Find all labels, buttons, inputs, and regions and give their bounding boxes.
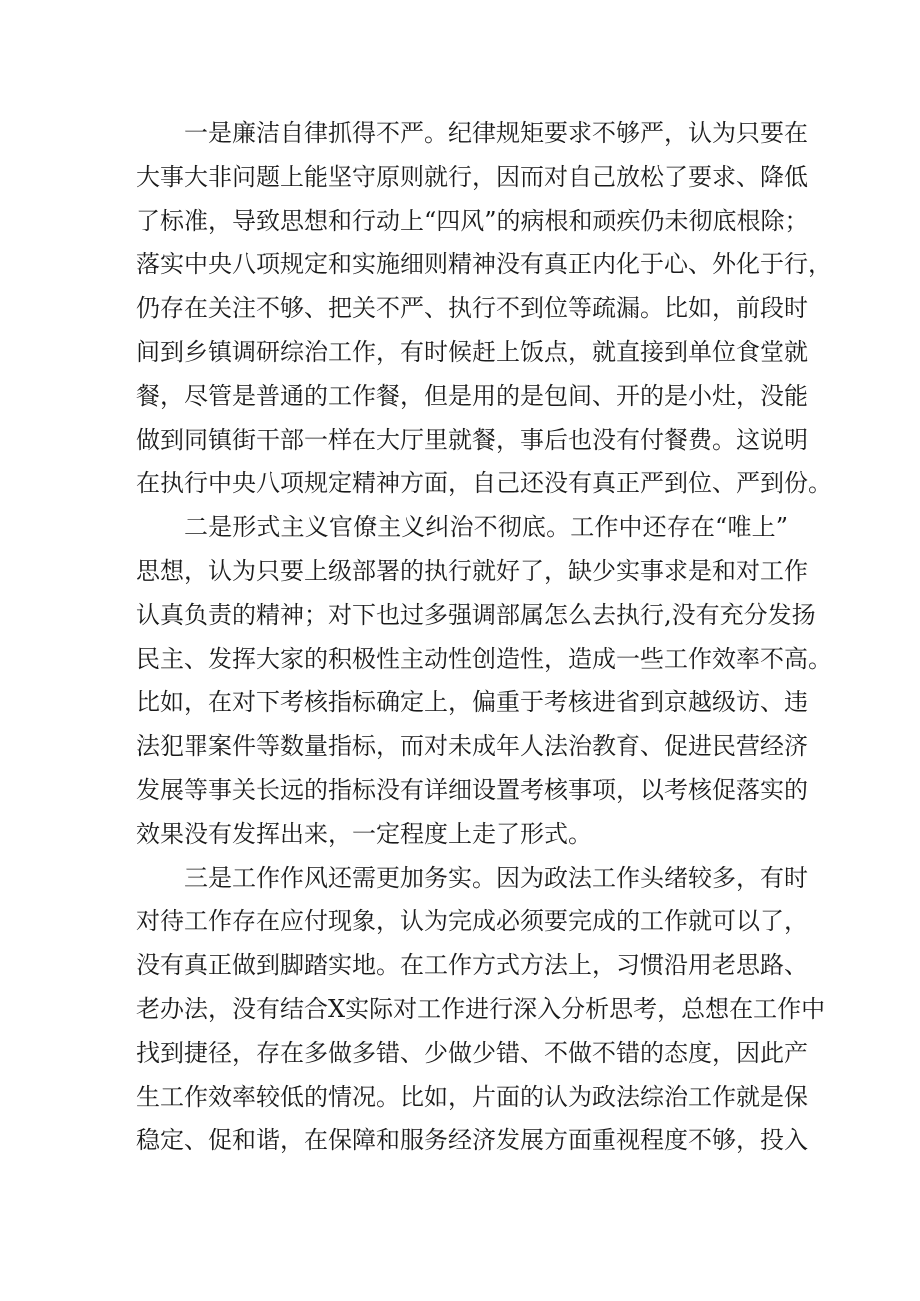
paragraph-line: 了标准，导致思想和行动上“四风”的病根和顽疾仍未彻底根除； [136,206,809,235]
paragraph-line: 民主、发挥大家的积极性主动性创造性，造成一些工作效率不高。 [136,644,832,673]
paragraph-line: 稳定、促和谐，在保障和服务经济发展方面重视程度不够，投入 [136,1126,808,1155]
paragraph-line: 间到乡镇调研综治工作，有时候赶上饭点，就直接到单位食堂就 [136,337,808,366]
paragraph-line: 落实中央八项规定和实施细则精神没有真正内化于心、外化于行， [136,250,832,279]
paragraph-line: 大事大非问题上能坚守原则就行，因而对自己放松了要求、降低 [136,162,808,191]
paragraph-formalism [136,506,832,856]
paragraph-line: 老办法，没有结合X实际对工作进行深入分析思考，总想在工作中 [136,994,826,1023]
paragraph-line: 效果没有发挥出来，一定程度上走了形式。 [136,819,592,848]
paragraph-line: 做到同镇街干部一样在大厅里就餐，事后也没有付餐费。这说明 [136,425,808,454]
paragraph-line: 比如，在对下考核指标确定上，偏重于考核进省到京越级访、违 [136,688,808,717]
paragraph-line: 法犯罪案件等数量指标，而对未成年人法治教育、促进民营经济 [136,732,808,761]
paragraph-line: 对待工作存在应付现象，认为完成必须要完成的工作就可以了， [136,907,808,936]
paragraph-line: 三是工作作风还需更加务实。因为政法工作头绪较多，有时 [184,863,808,892]
paragraph-line: 一是廉洁自律抓得不严。纪律规矩要求不够严，认为只要在 [184,119,808,147]
paragraph-line: 二是形式主义官僚主义纠治不彻底。工作中还存在“唯上” [184,513,788,542]
paragraph-line: 找到捷径，存在多做多错、少做少错、不做不错的态度，因此产 [136,1038,808,1067]
paragraph-line: 思想，认为只要上级部署的执行就好了，缺少实事求是和对工作 [136,556,808,585]
paragraph-work-style [136,857,826,1164]
paragraph-line: 仍存在关注不够、把关不严、执行不到位等疏漏。比如，前段时 [136,294,808,323]
paragraph-line: 餐，尽管是普通的工作餐，但是用的是包间、开的是小灶，没能 [136,381,808,410]
paragraph-line: 生工作效率较低的情况。比如，片面的认为政法综治工作就是保 [136,1082,808,1111]
document-body [136,112,832,1163]
paragraph-line: 发展等事关长远的指标没有详细设置考核事项，以考核促落实的 [136,775,808,804]
paragraph-line: 在执行中央八项规定精神方面，自己还没有真正严到位、严到份。 [136,469,832,498]
paragraph-integrity [136,112,832,506]
paragraph-line: 认真负责的精神；对下也过多强调部属怎么去执行,没有充分发扬 [136,600,816,629]
paragraph-line: 没有真正做到脚踏实地。在工作方式方法上，习惯沿用老思路、 [136,951,808,980]
